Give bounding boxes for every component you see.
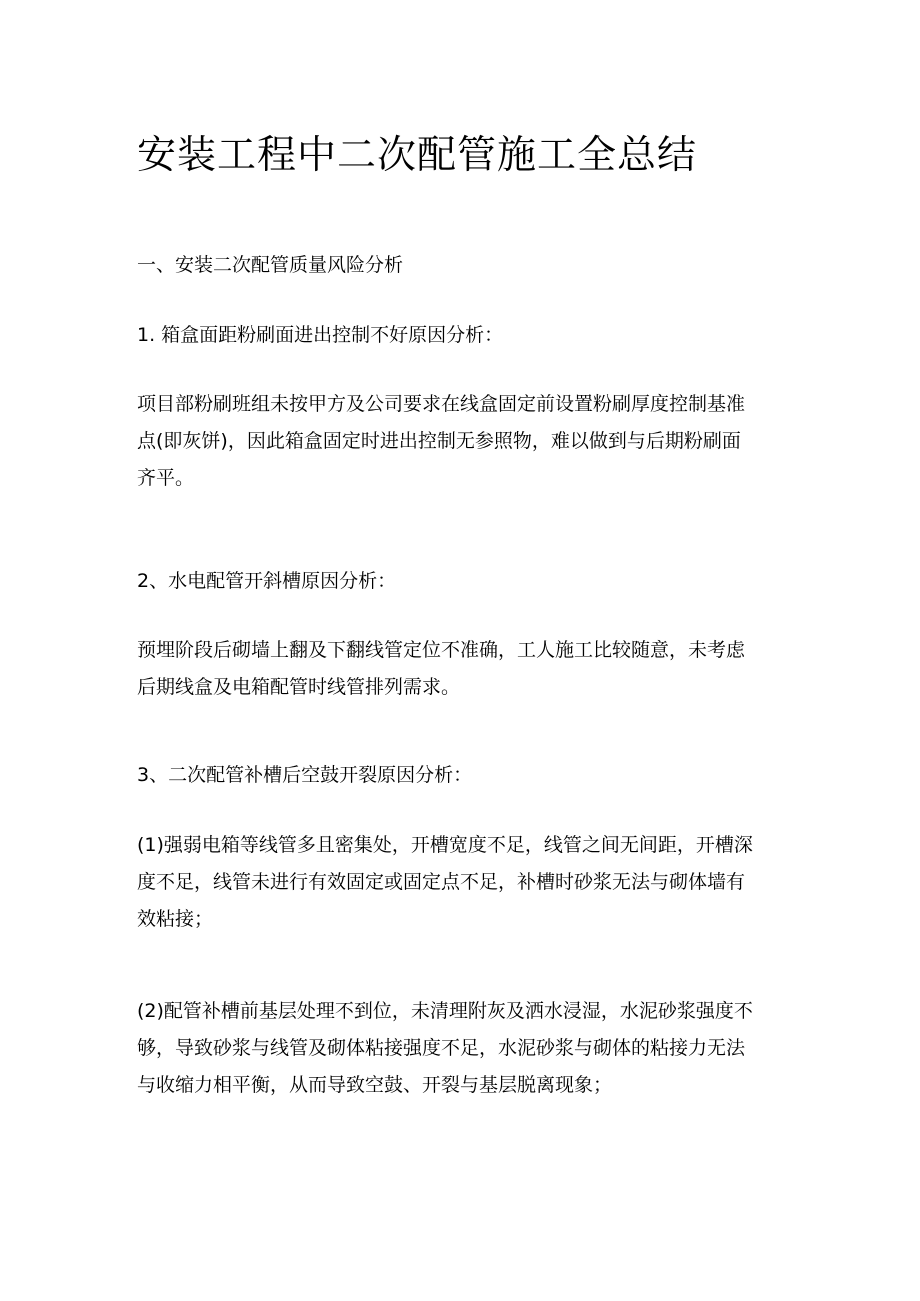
paragraph-line: 齐平。: [137, 467, 195, 489]
paragraph-line: 与收缩力相平衡，从而导致空鼓、开裂与基层脱离现象；: [137, 1074, 613, 1096]
paragraph-line: 项目部粉刷班组未按甲方及公司要求在线盒固定前设置粉刷厚度控制基准: [137, 393, 746, 415]
document-title: 安装工程中二次配管施工全总结: [137, 133, 698, 178]
item-1-heading: 1. 箱盒面距粉刷面进出控制不好原因分析：: [137, 324, 504, 346]
item-2-body: [137, 632, 797, 706]
paragraph-line: 效粘接；: [137, 908, 214, 930]
paragraph-line: (1)强弱电箱等线管多且密集处，开槽宽度不足，线管之间无间距，开槽深: [137, 834, 753, 856]
paragraph-line: 后期线盒及电箱配管时线管排列需求。: [137, 676, 461, 698]
item-3-heading: 3、二次配管补槽后空鼓开裂原因分析：: [137, 764, 473, 786]
section-heading: 一、安装二次配管质量风险分析: [137, 254, 404, 276]
item-3-point-2: [137, 993, 797, 1104]
paragraph-line: 够，导致砂浆与线管及砌体粘接强度不足，水泥砂浆与砌体的粘接力无法: [137, 1037, 746, 1059]
item-2-heading: 2、水电配管开斜槽原因分析：: [137, 570, 397, 592]
paragraph-line: 点(即灰饼)，因此箱盒固定时进出控制无参照物，难以做到与后期粉刷面: [137, 430, 741, 452]
paragraph-line: 度不足，线管未进行有效固定或固定点不足，补槽时砂浆无法与砌体墙有: [137, 871, 746, 893]
paragraph-line: (2)配管补槽前基层处理不到位，未清理附灰及洒水浸湿，水泥砂浆强度不: [137, 1000, 753, 1022]
paragraph-line: 预埋阶段后砌墙上翻及下翻线管定位不准确，工人施工比较随意，未考虑: [137, 639, 746, 661]
item-1-body: [137, 386, 797, 497]
item-3-point-1: [137, 827, 797, 938]
